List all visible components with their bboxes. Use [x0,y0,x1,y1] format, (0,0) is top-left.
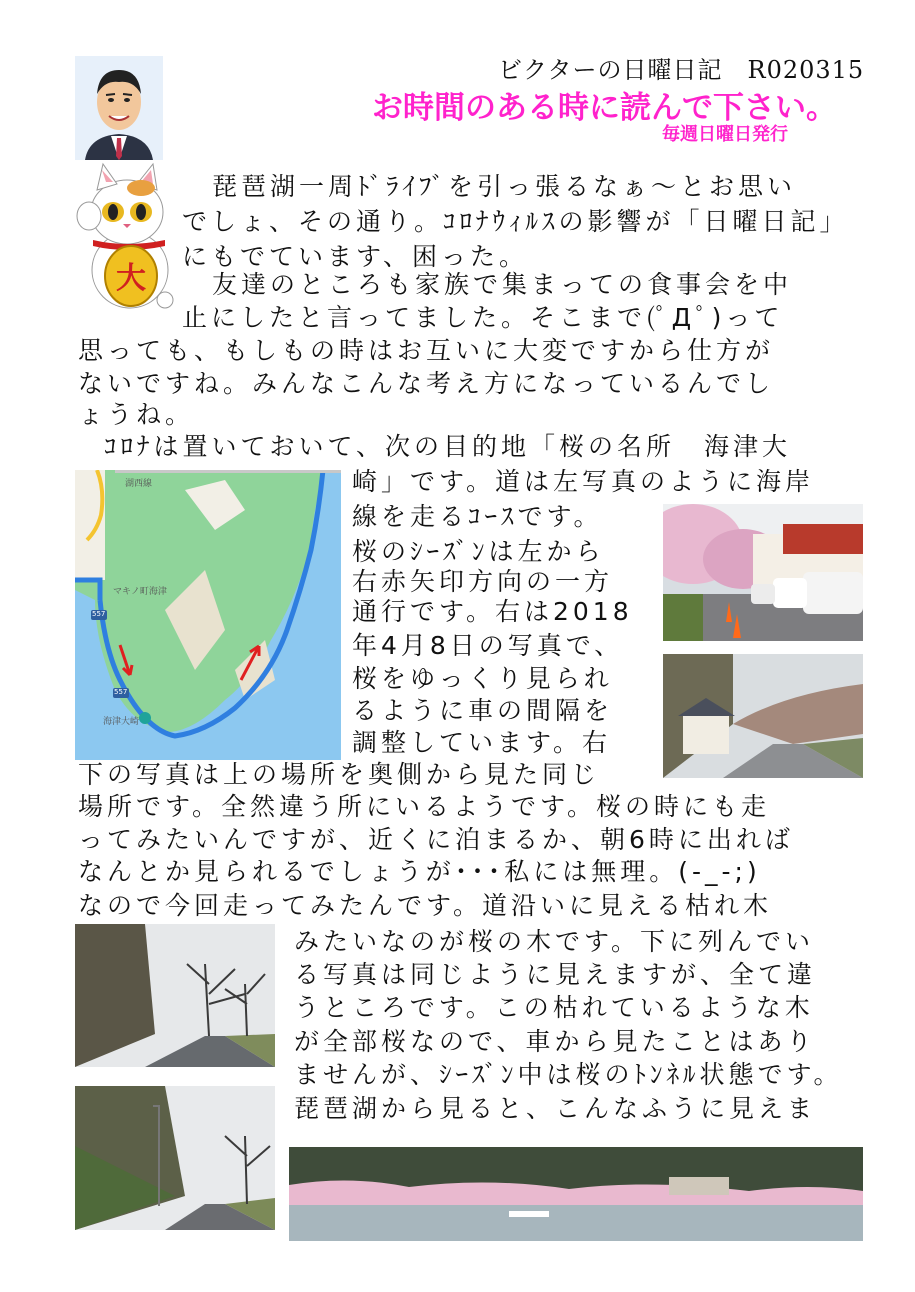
text-line-23: なので今回走ってみたんです。道沿いに見える枯れ木 [78,891,773,920]
text-line-24: みたいなのが桜の木です。下に列んでい [294,927,815,956]
text-line-13: 右赤矢印方向の一方 [352,567,614,596]
text-line-27: が全部桜なので、車から見たことはあり [294,1027,816,1056]
text-line-7: ないですね。みんなこんな考え方になっているんでし [78,369,775,398]
text-line-8: ょうね。 [78,400,195,429]
photo-road-other-side [663,654,863,778]
page-subtitle: お時間のある時に読んで下さい。 [372,90,837,126]
text-line-16: 桜をゆっくり見られ [352,664,613,693]
text-line-5: 止にしたと言ってました。そこまで(ﾟДﾟ)って [182,303,784,332]
text-line-19: 下の写真は上の場所を奥側から見た同じ [78,760,601,789]
map-route-label: 湖西線 [125,479,153,489]
text-line-10: 崎」です。道は左写真のように海岸 [352,467,815,496]
text-line-17: るように車の間隔を [352,696,614,725]
text-line-29: 琵琶湖から見ると、こんなふうに見えま [294,1094,817,1123]
route-map [75,470,341,760]
text-line-26: うところです。この枯れているような木 [294,993,814,1022]
text-line-2: でしょ、その通り。ｺﾛﾅｳｨﾙｽの影響が「日曜日記」 [182,207,849,236]
page-title: ビクターの日曜日記 R020315 [498,56,865,84]
map-town-label: マキノ町海津 [113,587,167,597]
text-line-6: 思っても、もしもの時はお互いに大変ですから仕方が [78,336,775,365]
text-line-25: る写真は同じように見えますが、全て違 [294,960,817,989]
publish-note: 毎週日曜日発行 [662,124,788,145]
portrait-illustration [75,56,163,160]
text-line-14: 通行です。右は2018 [352,597,633,626]
text-line-12: 桜のｼｰｽﾞﾝは左から [352,537,605,566]
photo-from-lake [289,1147,863,1241]
map-place-label: 海津大崎 [103,717,140,727]
text-line-9: ｺﾛﾅは置いておいて、次の目的地「桜の名所 海津大 [104,432,792,461]
text-line-11: 線を走るｺｰｽです。 [352,502,603,531]
text-line-21: ってみたいんですが、近くに泊まるか、朝6時に出れば [78,825,794,854]
map-road-number-2: 557 [114,688,128,696]
text-line-20: 場所です。全然違う所にいるようです。桜の時にも走 [78,792,771,821]
photo-bare-trees-2 [75,1086,275,1230]
text-line-18: 調整しています。右 [352,728,612,757]
photo-bare-trees-1 [75,924,275,1067]
text-line-28: ませんが、ｼｰｽﾞﾝ中は桜のﾄﾝﾈﾙ状態です。 [294,1060,843,1089]
map-road-number: 557 [92,610,106,618]
maneki-neko-illustration [75,160,175,310]
text-line-22: なんとか見られるでしょうが･･･私には無理。(-_-;) [78,857,761,886]
text-line-1: 琵琶湖一周ﾄﾞﾗｲﾌﾞを引っ張るなぁ～とお思い [212,172,797,201]
text-line-15: 年4月8日の写真で、 [352,631,624,660]
text-line-3: にもでています、困った。 [182,242,529,271]
text-line-4: 友達のところも家族で集まっての食事会を中 [212,270,793,299]
svg-text:大: 大 [116,261,146,296]
photo-cherry-road-2018 [663,504,863,641]
